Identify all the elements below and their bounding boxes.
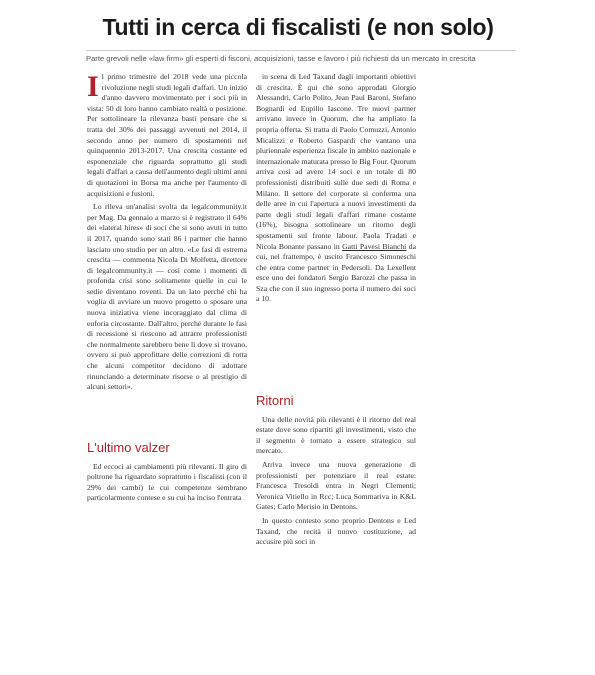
article-column-1 xyxy=(87,72,247,396)
intro-text: l primo trimestre del 2018 vede una piccola rivoluzione negli studi legali d'affari. Un inizio d'anno davvero movimentato per i soci più in vista: 50 di loro hanno cambiato realtà o posizione. Per sottolineare la rilevanza basti pensare che si tratta del 30% dei passaggi avvenuti nel 2014, il secondo anno per numero di spostamenti nel quinquennio 2013-2017. Una crescita costante ed esponenziale che riguarda soprattutto gli studi legali d'affari a causa dell'aumento degli ultimi anni di quotazioni in Borsa ma anche per l'aumento di acquisizioni e fusioni. xyxy=(87,72,247,198)
paragraph: In questo contesto sono proprio Dentons e Led Taxand, che recità il nuovo costituzione, ad accusire più soci in xyxy=(256,515,416,547)
underlined-firm-name: Gatti Pavesi Bianchi xyxy=(342,241,407,251)
paragraph-text-tail: da cui, nel frattempo, è uscito Francesco Simoneschi che entra come partner in Pedersoli. Da Lexellent esce uno dei fondatori Sergio Barozzi che passa in Sza che con il suo ingresso porta il numero dei soci a 10. xyxy=(256,241,416,304)
paragraph: Arriva invece una nuova generazione di professionisti per potenziare il real estate: Francesca Tresoldi entra in Negri Clementi; Veronica Vitiello in Rcc; Luca Sommariva in K&L Gates; Carlo Merisio in Dentons. xyxy=(256,459,416,512)
paragraph: Ed eccoci ai cambiamenti più rilevanti. Il giro di poltrone ha riguardato soprattutto i fiscalisti (con il 29% dei cambi) le cui competenze sembrano particolarmente contese e su cui ha inciso l'entrata xyxy=(87,461,247,503)
article-column-1-bottom xyxy=(87,437,247,507)
section-title-ultimo-valzer: L'ultimo valzer xyxy=(87,440,170,455)
paragraph-text: in scena di Led Taxand dagli importanti obiettivi di crescita. È qui che sono approdati Giorgio Alessandri, Carlo Polito, Jean Paul Baroni, Stefano Bognardi ed Eupilio Iascone. Tre nuovi partner arrivano invece in Quorum, che ha ampliato la propria offerta. Si tratta di Paolo Comuzzi, Antonio Micalizzi e Roberto Gaspardi che vantano una pluriennale esperienza fiscale in ambito nazionale e internazionale maturata presso le Big Four. Quorum arriva così ad avere 14 soci e un totale di 80 professionisti distribuiti sulle due sedi di Roma e Milano. Il settore del corporate si conferma una delle aree in cui l'apertura a nuovi investimenti da parte degli studi legali d'affari rimane costante (16%), bisogna sottolineare un ritorno degli spostamenti sul fronte labour. Paola Tradati e Nicola Bonante passano in xyxy=(256,72,416,251)
drop-cap: I xyxy=(87,70,99,103)
article-column-3 xyxy=(256,390,416,551)
paragraph xyxy=(256,72,416,305)
article-subhead: Parte grevoli nelle «law firm» gli esperti di fisconi, acquisizioni, tasse e lavoro i più richiesti da un mercato in crescita xyxy=(86,50,516,63)
article-headline: Tutti in cerca di fiscalisti (e non solo) xyxy=(102,14,494,40)
paragraph: Lo rileva un'analisi svolta da legalcommunity.it per Mag. Da gennaio a marzo si è registrato il 64% dei «lateral hires» di soci che si sono avuti in tutto il 2017, quando sono stati 86 i partner che hanno lasciato uno studio per un altro. «Le fasi di estrema crescita — commenta Nicola Di Molfetta, direttore di legalcommunity.it — così come i momenti di profonda crisi sono solitamente quelle in cui le sedie diventano roventi. Da un lato perché chi ha voglia di avviare un nuovo progetto o sposare una nuova iniziativa viene incoraggiato dal clima di euforia circostante. Dall'altro, perché durante le fasi di recessione si riescono ad attrarre professionisti che normalmente sarebbero bene lì dove si trovano, ovvero si può approfittare delle correzioni di rotta che alcuni competitor decidono di adottare rinunciando a determinate risorse o al prestigio di alcuni settori». xyxy=(87,202,247,392)
article-column-2 xyxy=(256,72,416,372)
paragraph: Una delle novità più rilevanti è il ritorno del real estate dove sono ripartiti gli investimenti, visto che il segmento è tornato a essere strategico sul mercato. xyxy=(256,414,416,456)
intro-paragraph xyxy=(87,72,247,199)
section-title-ritorni: Ritorni xyxy=(256,393,294,408)
